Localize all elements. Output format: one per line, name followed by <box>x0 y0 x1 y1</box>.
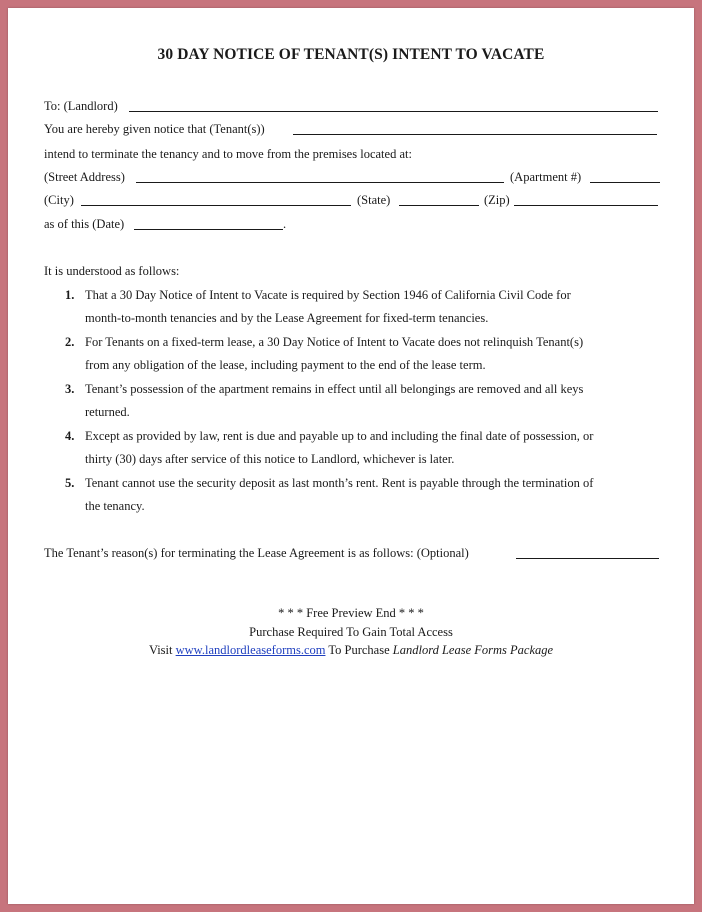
zip-blank[interactable] <box>514 205 658 206</box>
landlord-lease-forms-link[interactable]: www.landlordleaseforms.com <box>175 643 326 657</box>
visit-line <box>8 642 694 658</box>
item-1-line-2: month-to-month tenancies and by the Lease Agreement for fixed-term tenancies. <box>85 311 489 325</box>
visit-prefix: Visit <box>148 643 173 657</box>
item-5-line-2: the tenancy. <box>85 499 145 513</box>
date-blank[interactable] <box>134 229 283 230</box>
reason-label: The Tenant’s reason(s) for terminating the Lease Agreement is as follows: (Optional) <box>44 546 469 560</box>
item-4-line-1: Except as provided by law, rent is due and payable up to and including the final date of possession, or <box>85 429 594 443</box>
to-landlord-label: To: (Landlord) <box>44 99 118 113</box>
tenant-notice-label: You are hereby given notice that (Tenant(s)) <box>44 122 265 136</box>
item-1-line-1: That a 30 Day Notice of Intent to Vacate is required by Section 1946 of California Civil Code for <box>85 288 571 302</box>
date-period: . <box>283 217 287 231</box>
item-2-line-1: For Tenants on a fixed-term lease, a 30 Day Notice of Intent to Vacate does not relinquish Tenant(s) <box>85 335 584 349</box>
item-5-number: 5. <box>65 476 75 490</box>
item-2-line-2: from any obligation of the lease, including payment to the end of the lease term. <box>85 358 486 372</box>
intend-text: intend to terminate the tenancy and to move from the premises located at: <box>44 147 412 161</box>
document-page <box>8 8 694 904</box>
street-address-label: (Street Address) <box>44 170 125 184</box>
document-title: 30 DAY NOTICE OF TENANT(S) INTENT TO VACATE <box>157 46 545 63</box>
item-3-line-1: Tenant’s possession of the apartment remains in effect until all belongings are removed and all keys <box>85 382 584 396</box>
date-label: as of this (Date) <box>44 217 125 231</box>
state-label: (State) <box>357 193 391 207</box>
street-address-blank[interactable] <box>136 182 504 183</box>
item-3-line-2: returned. <box>85 405 130 419</box>
state-blank[interactable] <box>399 205 479 206</box>
visit-middle: To Purchase <box>328 643 390 657</box>
item-4-line-2: thirty (30) days after service of this notice to Landlord, whichever is later. <box>85 452 455 466</box>
apartment-label: (Apartment #) <box>510 170 582 184</box>
tenant-blank[interactable] <box>293 134 657 135</box>
landlord-blank[interactable] <box>129 111 658 112</box>
city-blank[interactable] <box>81 205 351 206</box>
apartment-blank[interactable] <box>590 182 660 183</box>
item-2-number: 2. <box>65 335 75 349</box>
understood-heading: It is understood as follows: <box>44 264 180 278</box>
reason-blank[interactable] <box>516 558 659 559</box>
item-5-line-1: Tenant cannot use the security deposit as last month’s rent. Rent is payable through the termination of <box>85 476 594 490</box>
item-1-number: 1. <box>65 288 75 302</box>
preview-end-text: * * * Free Preview End * * * <box>278 606 424 620</box>
package-name: Landlord Lease Forms Package <box>392 643 554 657</box>
city-label: (City) <box>44 193 74 207</box>
zip-label: (Zip) <box>484 193 510 207</box>
item-3-number: 3. <box>65 382 75 396</box>
purchase-required-text: Purchase Required To Gain Total Access <box>249 625 453 639</box>
item-4-number: 4. <box>65 429 75 443</box>
